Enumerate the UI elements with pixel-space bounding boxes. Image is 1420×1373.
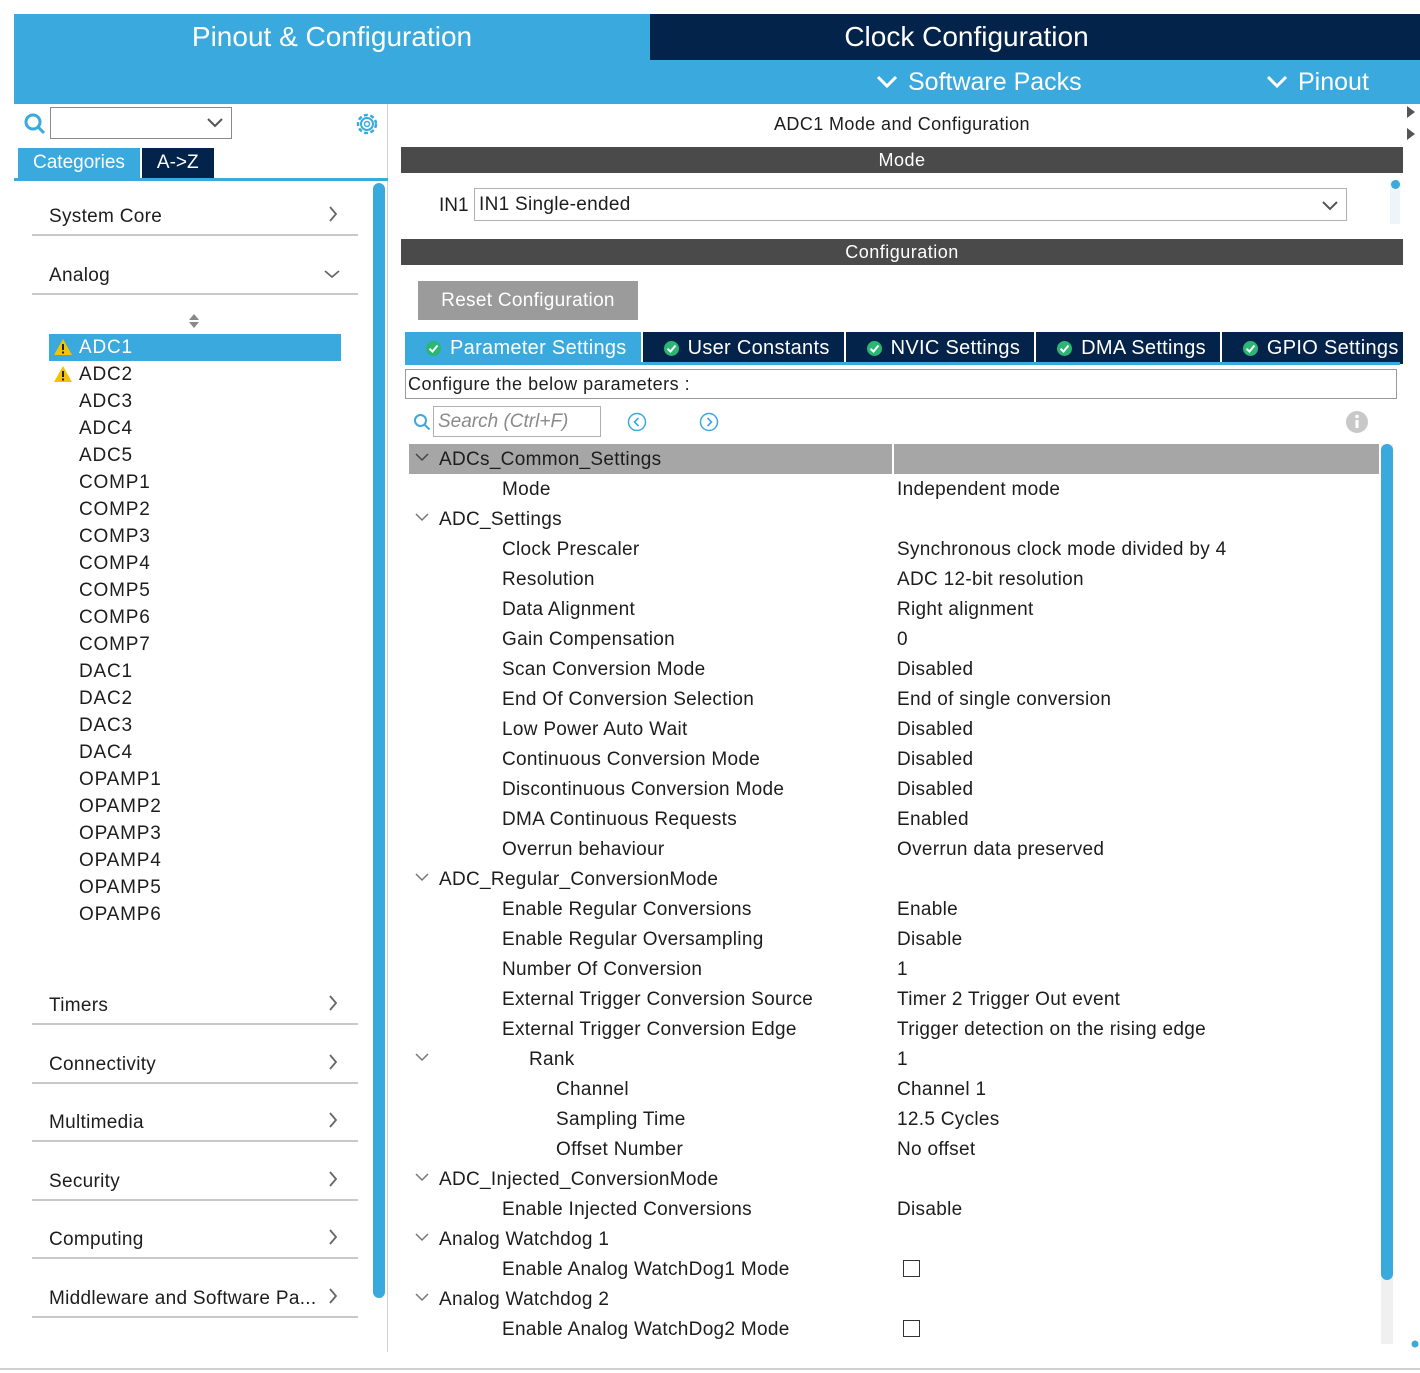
peripheral-item-dac4[interactable] xyxy=(49,739,341,766)
param-row-sampling-time[interactable] xyxy=(409,1104,1379,1134)
chevron-down-icon[interactable] xyxy=(415,873,429,882)
chevron-down-icon xyxy=(1266,75,1288,89)
chevron-down-icon xyxy=(1322,201,1338,211)
param-name: Discontinuous Conversion Mode xyxy=(502,779,785,800)
peripheral-item-comp7[interactable] xyxy=(49,631,341,658)
pinout-menu[interactable] xyxy=(1266,60,1369,104)
param-value[interactable]: Right alignment xyxy=(897,599,1034,620)
tab-clock-configuration[interactable]: Clock Configuration xyxy=(652,14,1281,60)
chevron-down-icon[interactable] xyxy=(415,1293,429,1302)
param-name: Continuous Conversion Mode xyxy=(502,749,761,770)
chevron-down-icon xyxy=(324,269,340,279)
peripheral-label: COMP5 xyxy=(79,579,151,601)
param-value[interactable]: Synchronous clock mode divided by 4 xyxy=(897,539,1227,560)
param-row-enable-regular-oversampling[interactable] xyxy=(409,924,1379,954)
peripheral-item-comp4[interactable] xyxy=(49,550,341,577)
tab-label: NVIC Settings xyxy=(890,336,1021,359)
tab-nvic-settings[interactable] xyxy=(846,332,1035,364)
param-group-adc-injected-conversionmode[interactable] xyxy=(409,1164,1379,1194)
peripheral-label: COMP7 xyxy=(79,633,151,655)
category-security[interactable] xyxy=(32,1161,358,1201)
category-label: System Core xyxy=(49,206,163,227)
peripheral-item-opamp4[interactable] xyxy=(49,847,341,874)
param-group-adcs-common-settings[interactable] xyxy=(409,444,1379,474)
tab-extra[interactable] xyxy=(1283,14,1420,60)
peripheral-item-opamp2[interactable] xyxy=(49,793,341,820)
chevron-right-icon xyxy=(328,1229,338,1245)
param-name: Low Power Auto Wait xyxy=(502,719,688,740)
previous-match-icon[interactable] xyxy=(627,412,647,432)
peripheral-label: DAC1 xyxy=(79,660,133,682)
param-group-adc-settings[interactable] xyxy=(409,504,1379,534)
sort-icon[interactable] xyxy=(187,312,201,330)
configuration-section-header[interactable]: Configuration xyxy=(401,239,1403,265)
mode-section-header[interactable]: Mode xyxy=(401,147,1403,173)
peripheral-label: DAC4 xyxy=(79,741,133,763)
param-row-mode[interactable] xyxy=(409,474,1379,504)
chevron-down-icon xyxy=(207,118,223,128)
param-value[interactable]: Disabled xyxy=(897,719,974,740)
param-value[interactable]: Disable xyxy=(897,929,963,950)
param-name: External Trigger Conversion Source xyxy=(502,989,814,1010)
param-name: Data Alignment xyxy=(502,599,636,620)
check-circle-icon xyxy=(1056,340,1073,357)
param-value[interactable]: Enable xyxy=(897,899,958,920)
tab-pinout-configuration[interactable]: Pinout & Configuration xyxy=(14,14,650,60)
peripheral-label: ADC4 xyxy=(79,417,133,439)
category-label: Security xyxy=(49,1171,121,1192)
param-name: Scan Conversion Mode xyxy=(502,659,706,680)
column-separator xyxy=(892,444,894,474)
peripheral-label: COMP6 xyxy=(79,606,151,628)
param-value[interactable]: Disable xyxy=(897,1199,963,1220)
peripheral-item-comp5[interactable] xyxy=(49,577,341,604)
param-name: Sampling Time xyxy=(556,1109,686,1130)
param-value[interactable]: Trigger detection on the rising edge xyxy=(897,1019,1207,1040)
chevron-right-icon xyxy=(328,1054,338,1070)
category-timers[interactable] xyxy=(32,985,358,1025)
param-value[interactable]: Disabled xyxy=(897,749,974,770)
category-multimedia[interactable] xyxy=(32,1102,358,1142)
param-row-scan-conversion-mode[interactable] xyxy=(409,654,1379,684)
param-row-external-trigger-conversion-source[interactable] xyxy=(409,984,1379,1014)
category-label: Middleware and Software Pa... xyxy=(49,1288,317,1309)
param-name: Mode xyxy=(502,479,551,500)
param-value[interactable]: End of single conversion xyxy=(897,689,1112,710)
tab-label: User Constants xyxy=(687,336,830,359)
param-row-offset-number[interactable] xyxy=(409,1134,1379,1164)
param-name: Number Of Conversion xyxy=(502,959,703,980)
peripheral-label: DAC3 xyxy=(79,714,133,736)
param-row-number-of-conversion[interactable] xyxy=(409,954,1379,984)
chevron-down-icon[interactable] xyxy=(415,1233,429,1242)
tab-dma-settings[interactable] xyxy=(1036,332,1220,364)
peripheral-item-adc3[interactable] xyxy=(49,388,341,415)
param-value[interactable]: Disabled xyxy=(897,659,974,680)
in1-mode-value: IN1 Single-ended xyxy=(479,193,631,215)
parameter-search-input[interactable]: Search (Ctrl+F) xyxy=(433,406,601,437)
param-row-low-power-auto-wait[interactable] xyxy=(409,714,1379,744)
param-row-dma-continuous-requests[interactable] xyxy=(409,804,1379,834)
category-connectivity[interactable] xyxy=(32,1044,358,1084)
param-row-resolution[interactable] xyxy=(409,564,1379,594)
category-label: Timers xyxy=(49,995,109,1016)
param-name: Gain Compensation xyxy=(502,629,676,650)
peripheral-item-opamp1[interactable] xyxy=(49,766,341,793)
peripheral-label: OPAMP1 xyxy=(79,768,162,790)
param-name: Channel xyxy=(556,1079,629,1100)
param-value[interactable]: Independent mode xyxy=(897,479,1061,500)
category-middleware[interactable] xyxy=(32,1278,358,1318)
in1-label: IN1 xyxy=(439,195,469,216)
param-row-overrun-behaviour[interactable] xyxy=(409,834,1379,864)
param-value[interactable]: Overrun data preserved xyxy=(897,839,1105,860)
tabs-underline xyxy=(405,362,1400,365)
param-name: Clock Prescaler xyxy=(502,539,640,560)
peripheral-label: ADC1 xyxy=(79,336,133,358)
param-value[interactable]: No offset xyxy=(897,1139,976,1160)
peripheral-label: OPAMP5 xyxy=(79,876,162,898)
param-row-enable-analog-watchdog1-mode[interactable] xyxy=(409,1254,1379,1284)
param-row-enable-analog-watchdog2-mode[interactable] xyxy=(409,1314,1379,1344)
check-circle-icon xyxy=(663,340,680,357)
param-group-adc-regular-conversionmode[interactable] xyxy=(409,864,1379,894)
peripheral-item-dac2[interactable] xyxy=(49,685,341,712)
chevron-down-icon xyxy=(876,75,898,89)
category-label: Connectivity xyxy=(49,1054,157,1075)
chevron-down-icon[interactable] xyxy=(415,1053,429,1062)
peripheral-item-opamp5[interactable] xyxy=(49,874,341,901)
left-scrollbar[interactable] xyxy=(373,183,385,1298)
param-row-gain-compensation[interactable] xyxy=(409,624,1379,654)
param-name: External Trigger Conversion Edge xyxy=(502,1019,797,1040)
scroll-dot-icon[interactable] xyxy=(1411,1332,1419,1348)
next-match-icon[interactable] xyxy=(699,412,719,432)
peripheral-item-adc4[interactable] xyxy=(49,415,341,442)
param-name: Analog Watchdog 2 xyxy=(439,1289,610,1310)
chevron-right-icon xyxy=(328,1112,338,1128)
info-icon[interactable] xyxy=(1345,410,1369,434)
peripheral-label: OPAMP2 xyxy=(79,795,162,817)
check-circle-icon xyxy=(1242,340,1259,357)
param-row-end-of-conversion-selection[interactable] xyxy=(409,684,1379,714)
warning-icon xyxy=(53,365,73,383)
peripheral-label: COMP1 xyxy=(79,471,151,493)
param-checkbox[interactable] xyxy=(903,1260,920,1277)
chevron-right-icon xyxy=(328,206,338,222)
peripheral-item-comp2[interactable] xyxy=(49,496,341,523)
param-name: Enable Analog WatchDog1 Mode xyxy=(502,1259,790,1280)
parameter-scrollbar[interactable] xyxy=(1381,444,1393,1280)
peripheral-item-comp1[interactable] xyxy=(49,469,341,496)
software-packs-menu[interactable] xyxy=(876,60,1082,104)
peripheral-label: COMP4 xyxy=(79,552,151,574)
category-view-tabs xyxy=(18,148,214,178)
param-name: Overrun behaviour xyxy=(502,839,665,860)
param-row-external-trigger-conversion-edge[interactable] xyxy=(409,1014,1379,1044)
peripheral-item-opamp6[interactable] xyxy=(49,901,341,928)
reset-configuration-button[interactable]: Reset Configuration xyxy=(418,281,638,320)
param-name: Enable Analog WatchDog2 Mode xyxy=(502,1319,790,1340)
tab-a-to-z[interactable]: A->Z xyxy=(142,148,214,178)
param-name: ADC_Injected_ConversionMode xyxy=(439,1169,719,1190)
param-value[interactable]: 1 xyxy=(897,1049,908,1070)
param-value[interactable]: 1 xyxy=(897,959,908,980)
collapse-arrow-icon[interactable] xyxy=(1405,104,1417,144)
peripheral-item-adc2[interactable] xyxy=(49,361,341,388)
param-name: Rank xyxy=(529,1049,575,1070)
peripheral-label: OPAMP3 xyxy=(79,822,162,844)
param-name: ADC_Regular_ConversionMode xyxy=(439,869,719,890)
peripheral-item-dac3[interactable] xyxy=(49,712,341,739)
param-value[interactable]: Enabled xyxy=(897,809,969,830)
chevron-right-icon xyxy=(328,995,338,1011)
category-computing[interactable] xyxy=(32,1219,358,1259)
param-row-enable-regular-conversions[interactable] xyxy=(409,894,1379,924)
tab-categories[interactable]: Categories xyxy=(18,148,140,178)
param-row-data-alignment[interactable] xyxy=(409,594,1379,624)
peripheral-item-adc5[interactable] xyxy=(49,442,341,469)
tab-gpio-settings[interactable] xyxy=(1222,332,1413,364)
param-name: DMA Continuous Requests xyxy=(502,809,738,830)
scroll-thumb[interactable] xyxy=(1391,180,1400,189)
category-label: Computing xyxy=(49,1229,144,1250)
tab-underline xyxy=(14,178,388,181)
param-name: Enable Injected Conversions xyxy=(502,1199,752,1220)
category-analog[interactable] xyxy=(32,255,358,295)
param-row-continuous-conversion-mode[interactable] xyxy=(409,744,1379,774)
peripheral-label: COMP2 xyxy=(79,498,151,520)
tab-parameter-settings[interactable] xyxy=(405,332,641,364)
check-circle-icon xyxy=(425,340,442,357)
param-value[interactable]: Channel 1 xyxy=(897,1079,987,1100)
configuration-tabs xyxy=(405,332,1415,364)
chevron-right-icon xyxy=(328,1171,338,1187)
chevron-down-icon[interactable] xyxy=(415,1173,429,1182)
peripheral-label: ADC5 xyxy=(79,444,133,466)
param-name: ADC_Settings xyxy=(439,509,562,530)
peripheral-label: ADC3 xyxy=(79,390,133,412)
software-packs-label: Software Packs xyxy=(908,67,1082,96)
param-row-discontinuous-conversion-mode[interactable] xyxy=(409,774,1379,804)
tab-label: DMA Settings xyxy=(1081,336,1206,359)
in1-mode-select[interactable] xyxy=(474,188,1347,221)
pinout-menu-label: Pinout xyxy=(1298,67,1369,96)
param-name: Offset Number xyxy=(556,1139,684,1160)
param-value[interactable]: ADC 12-bit resolution xyxy=(897,569,1084,590)
gear-icon[interactable] xyxy=(353,110,381,138)
peripheral-label: COMP3 xyxy=(79,525,151,547)
param-checkbox[interactable] xyxy=(903,1320,920,1337)
category-label: Multimedia xyxy=(49,1112,144,1133)
chevron-right-icon xyxy=(328,1288,338,1304)
param-row-channel[interactable] xyxy=(409,1074,1379,1104)
check-circle-icon xyxy=(866,340,883,357)
sub-menu-bar xyxy=(14,60,1420,104)
peripheral-item-comp6[interactable] xyxy=(49,604,341,631)
chevron-down-icon[interactable] xyxy=(415,513,429,522)
panel-title: ADC1 Mode and Configuration xyxy=(774,114,1030,134)
category-system-core[interactable] xyxy=(32,196,358,236)
peripheral-item-comp3[interactable] xyxy=(49,523,341,550)
param-name: Enable Regular Conversions xyxy=(502,899,752,920)
peripheral-label: OPAMP6 xyxy=(79,903,162,925)
peripheral-label: DAC2 xyxy=(79,687,133,709)
mode-scrollbar[interactable] xyxy=(1390,180,1400,224)
param-name: Analog Watchdog 1 xyxy=(439,1229,610,1250)
search-icon[interactable] xyxy=(24,113,46,135)
param-group-rank[interactable] xyxy=(409,1044,1379,1074)
peripheral-label: OPAMP4 xyxy=(79,849,162,871)
param-name: ADCs_Common_Settings xyxy=(439,449,662,470)
tab-user-constants[interactable] xyxy=(643,332,844,364)
peripheral-item-adc1[interactable] xyxy=(49,334,341,361)
param-value[interactable]: Timer 2 Trigger Out event xyxy=(897,989,1121,1010)
peripheral-item-opamp3[interactable] xyxy=(49,820,341,847)
param-value[interactable]: 0 xyxy=(897,629,908,650)
bottom-divider xyxy=(0,1368,1420,1370)
param-group-analog-watchdog-2[interactable] xyxy=(409,1284,1379,1314)
param-name: Resolution xyxy=(502,569,595,590)
right-edge-strip xyxy=(1403,104,1420,1352)
peripheral-label: ADC2 xyxy=(79,363,133,385)
warning-icon xyxy=(53,338,73,356)
param-group-analog-watchdog-1[interactable] xyxy=(409,1224,1379,1254)
param-row-clock-prescaler[interactable] xyxy=(409,534,1379,564)
param-row-enable-injected-conversions[interactable] xyxy=(409,1194,1379,1224)
tab-label: GPIO Settings xyxy=(1266,336,1399,359)
category-search-combo[interactable] xyxy=(50,107,232,139)
param-value[interactable]: Disabled xyxy=(897,779,974,800)
chevron-down-icon[interactable] xyxy=(415,453,429,462)
param-name: End Of Conversion Selection xyxy=(502,689,755,710)
peripheral-item-dac1[interactable] xyxy=(49,658,341,685)
parameters-description: Configure the below parameters : xyxy=(405,369,1397,399)
tab-label: Parameter Settings xyxy=(450,336,627,359)
search-icon[interactable] xyxy=(413,413,431,431)
category-label: Analog xyxy=(49,265,110,286)
param-value[interactable]: 12.5 Cycles xyxy=(897,1109,1000,1130)
param-name: Enable Regular Oversampling xyxy=(502,929,764,950)
